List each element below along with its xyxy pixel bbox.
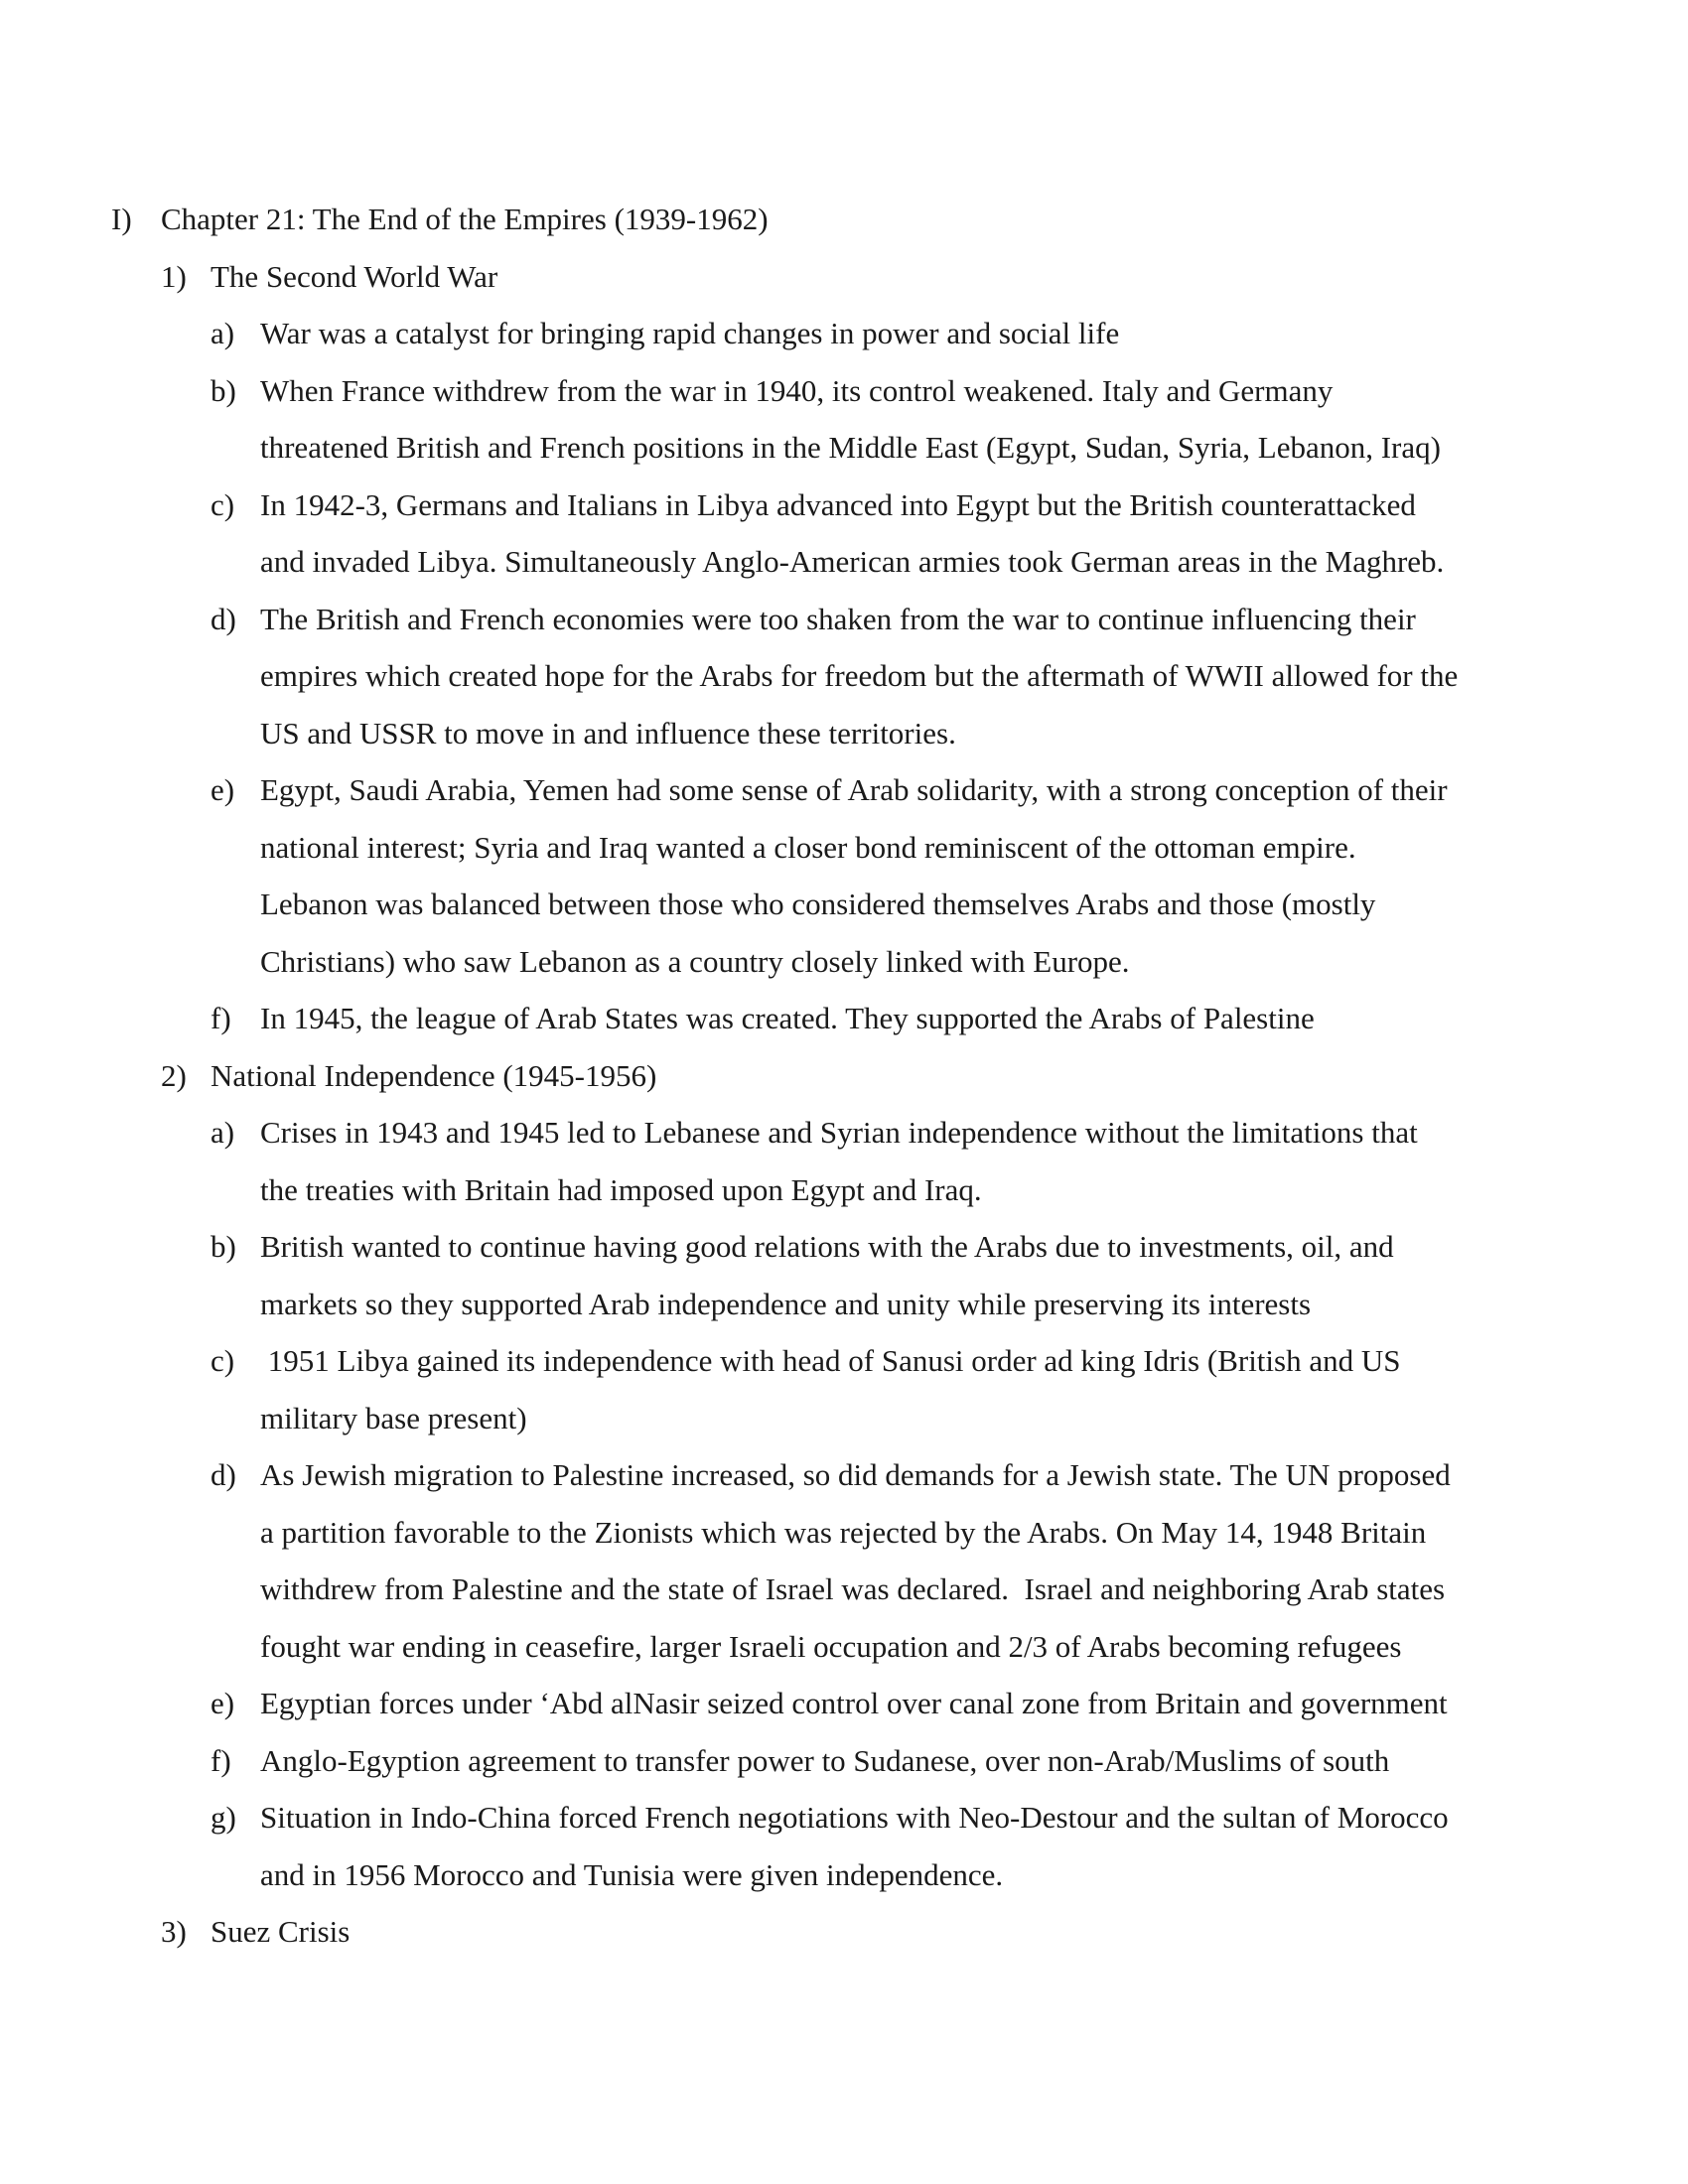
section-marker: 1) [161, 258, 187, 294]
item-text-line: Crises in 1943 and 1945 led to Lebanese and Syrian independence without the limitations that [260, 1115, 1418, 1150]
item-marker: e) [211, 1686, 235, 1720]
item-text-line: War was a catalyst for bringing rapid changes in power and social life [260, 316, 1120, 350]
item-text-line: the treaties with Britain had imposed upon Egypt and Iraq. [260, 1171, 982, 1207]
item-text-line: a partition favorable to the Zionists which was rejected by the Arabs. On May 14, 1948 Britain [260, 1514, 1427, 1550]
section-marker: 2) [161, 1057, 187, 1093]
item-text-line: 1951 Libya gained its independence with head of Sanusi order ad king Idris (British and US [260, 1343, 1401, 1378]
item-text-line: As Jewish migration to Palestine increased, so did demands for a Jewish state. The UN proposed [260, 1457, 1451, 1492]
item-marker: e) [211, 772, 235, 807]
item-marker: a) [211, 1115, 235, 1150]
item-text-line: empires which created hope for the Arabs for freedom but the aftermath of WWII allowed for the [260, 658, 1459, 693]
item-text-line: and in 1956 Morocco and Tunisia were given independence. [260, 1856, 1004, 1892]
item-text-line: military base present) [260, 1400, 527, 1435]
item-marker: c) [211, 486, 235, 522]
item-text-line: fought war ending in ceasefire, larger Israeli occupation and 2/3 of Arabs becoming refugees [260, 1628, 1402, 1664]
item-text-line: In 1942-3, Germans and Italians in Libya advanced into Egypt but the British counterattacked [260, 486, 1416, 522]
item-text-line: British wanted to continue having good relations with the Arabs due to investments, oil, and [260, 1229, 1394, 1264]
item-marker: b) [211, 1229, 236, 1264]
item-marker: b) [211, 372, 236, 408]
item-text-line: In 1945, the league of Arab States was created. They supported the Arabs of Palestine [260, 1001, 1315, 1035]
chapter-title: Chapter 21: The End of the Empires (1939-1962) [161, 202, 769, 236]
item-text-line: Situation in Indo-China forced French negotiations with Neo-Destour and the sultan of Morocco [260, 1800, 1449, 1835]
item-text-line: threatened British and French positions in the Middle East (Egypt, Sudan, Syria, Lebanon, Iraq) [260, 430, 1441, 465]
item-marker: f) [211, 1742, 231, 1778]
item-text-line: The British and French economies were too shaken from the war to continue influencing their [260, 601, 1416, 636]
section-marker: 3) [161, 1914, 187, 1949]
chapter-marker: I) [111, 202, 132, 236]
item-text-line: Egypt, Saudi Arabia, Yemen had some sense of Arab solidarity, with a strong conception of their [260, 772, 1448, 807]
item-text-line: Christians) who saw Lebanon as a country closely linked with Europe. [260, 943, 1130, 979]
item-marker: f) [211, 1001, 231, 1035]
item-text-line: Lebanon was balanced between those who considered themselves Arabs and those (mostly [260, 887, 1376, 921]
item-marker: g) [211, 1800, 236, 1835]
item-text-line: US and USSR to move in and influence these territories. [260, 715, 956, 751]
item-text-line: markets so they supported Arab independence and unity while preserving its interests [260, 1286, 1312, 1321]
item-marker: a) [211, 316, 235, 350]
item-text-line: Egyptian forces under ‘Abd alNasir seized control over canal zone from Britain and government [260, 1686, 1448, 1720]
item-text-line: When France withdrew from the war in 1940, its control weakened. Italy and Germany [260, 372, 1334, 408]
item-marker: d) [211, 601, 236, 636]
item-text-line: and invaded Libya. Simultaneously Anglo-American armies took German areas in the Maghreb. [260, 544, 1445, 579]
item-text-line: national interest; Syria and Iraq wanted a closer bond reminiscent of the ottoman empire. [260, 829, 1356, 865]
section-title: The Second World War [211, 258, 498, 294]
item-text-line: Anglo-Egyption agreement to transfer power to Sudanese, over non-Arab/Muslims of south [260, 1742, 1390, 1778]
item-marker: c) [211, 1343, 235, 1378]
item-text-line: withdrew from Palestine and the state of Israel was declared. Israel and neighboring Arab states [260, 1571, 1446, 1606]
section-title: Suez Crisis [211, 1914, 351, 1949]
section-title: National Independence (1945-1956) [211, 1057, 657, 1093]
item-marker: d) [211, 1457, 236, 1492]
